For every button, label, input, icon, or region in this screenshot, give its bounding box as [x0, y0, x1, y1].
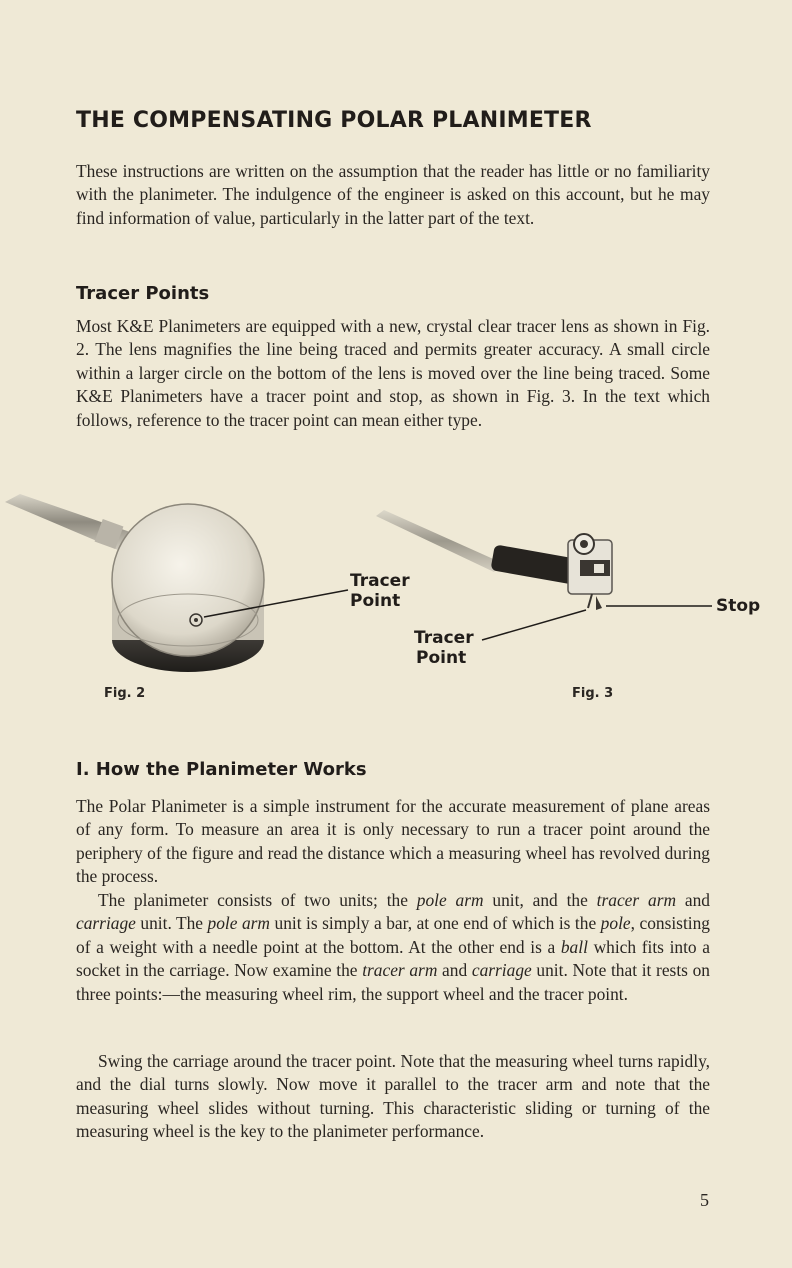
fig3-callout-tracer-point	[414, 628, 474, 668]
tracer-points-paragraph: Most K&E Planimeters are equipped with a new, crystal clear tracer lens as shown in Fig. 2. The lens magnifies the line being traced and permits greater accuracy. A small circle within a larger circle on the bottom of the lens is moved over the line being traced. Some K&E Planimeters have a tracer point and stop, as shown in Fig. 3. In the text which follows, reference to the tracer point can mean either type.	[76, 316, 710, 430]
fig2-callout-tracer-point	[350, 571, 410, 611]
section-heading-tracer-points: Tracer Points	[76, 283, 210, 304]
intro-paragraph: These instructions are written on the assumption that the reader has little or no familiarity with the planimeter. The indulgence of the engineer is asked on this account, but he may find information of value, particularly in the latter part of the text.	[76, 161, 710, 228]
fig3-callout-stop: Stop	[716, 596, 761, 616]
page-title: THE COMPENSATING POLAR PLANIMETER	[76, 108, 592, 133]
fig3-label: Fig. 3	[572, 686, 614, 701]
fig2-label: Fig. 2	[104, 686, 146, 701]
fig3-callout-line2: Point	[416, 648, 467, 668]
fig3-tracer-point-illustration	[376, 510, 712, 640]
fig2-callout-line2: Point	[350, 591, 401, 611]
fig2-lens-illustration	[5, 494, 348, 672]
section-heading-how-it-works: I. How the Planimeter Works	[76, 759, 367, 780]
figures-area	[0, 480, 792, 710]
page-number: 5	[700, 1190, 709, 1210]
how-it-works-paragraph-2: The planimeter consists of two units; the pole arm unit, and the tracer arm and carriage unit. The pole arm unit is simply a bar, at one end of which is the pole, consisting of a weight with a needle point at the bottom. At the other end is a ball which fits into a socket in the carriage. Now examine the tracer arm and carriage unit. Note that it rests on three points:—the measuring wheel rim, the support wheel and the tracer point.	[76, 890, 711, 1004]
how-it-works-paragraph-1: The Polar Planimeter is a simple instrument for the accurate measurement of plane areas of any form. To measure an area it is only necessary to run a tracer point around the periphery of the figure and read the distance which a measuring wheel has revolved during the process.	[76, 796, 710, 887]
fig3-callout-line1: Tracer	[414, 628, 474, 648]
how-it-works-paragraph-3: Swing the carriage around the tracer point. Note that the measuring wheel turns rapidly, and the dial turns slowly. Now move it parallel to the tracer arm and note that the measuring wheel slides without turning. This characteristic sliding or turning of the measuring wheel is the key to the planimeter performance.	[76, 1051, 710, 1142]
fig2-callout-line1: Tracer	[350, 571, 410, 591]
